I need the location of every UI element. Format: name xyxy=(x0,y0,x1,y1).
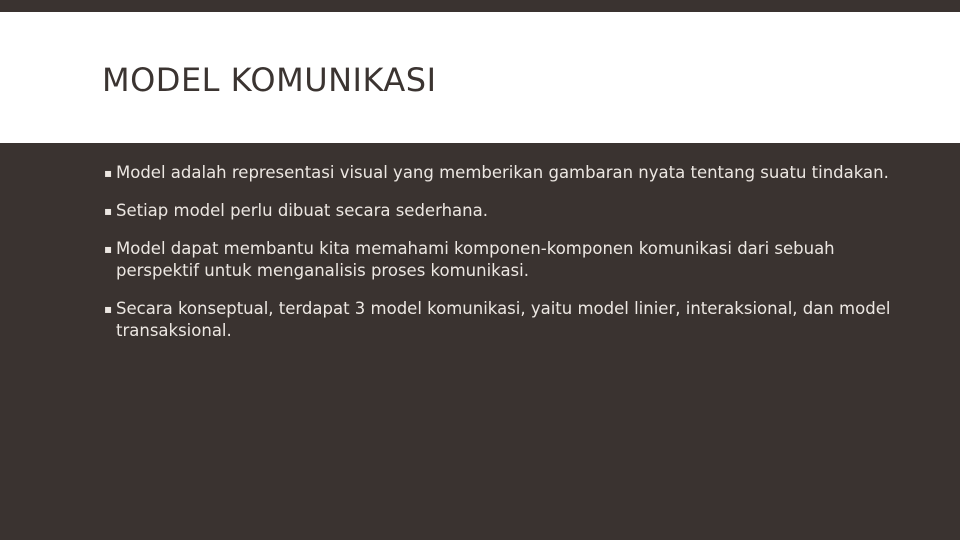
bullet-text: Model dapat membantu kita memahami komponen-komponen komunikasi dari sebuah perspektif untuk menganalisis proses komunikasi. xyxy=(116,239,835,280)
bullet-text: Secara konseptual, terdapat 3 model komunikasi, yaitu model linier, interaksional, dan model transaksional. xyxy=(116,299,891,340)
bullet-icon: ▪ xyxy=(104,204,113,218)
bullet-icon: ▪ xyxy=(104,302,113,316)
bullet-icon: ▪ xyxy=(104,242,113,256)
bullet-text: Model adalah representasi visual yang memberikan gambaran nyata tentang suatu tindakan. xyxy=(116,163,889,182)
slide-title: MODEL KOMUNIKASI xyxy=(102,61,437,99)
bullet-item-3 xyxy=(102,238,892,282)
bullet-list xyxy=(102,162,892,358)
bullet-item-4 xyxy=(102,298,892,342)
bullet-item-1 xyxy=(102,162,892,184)
bullet-text: Setiap model perlu dibuat secara sederhana. xyxy=(116,201,488,220)
bullet-item-2 xyxy=(102,200,892,222)
bullet-icon: ▪ xyxy=(104,166,113,180)
